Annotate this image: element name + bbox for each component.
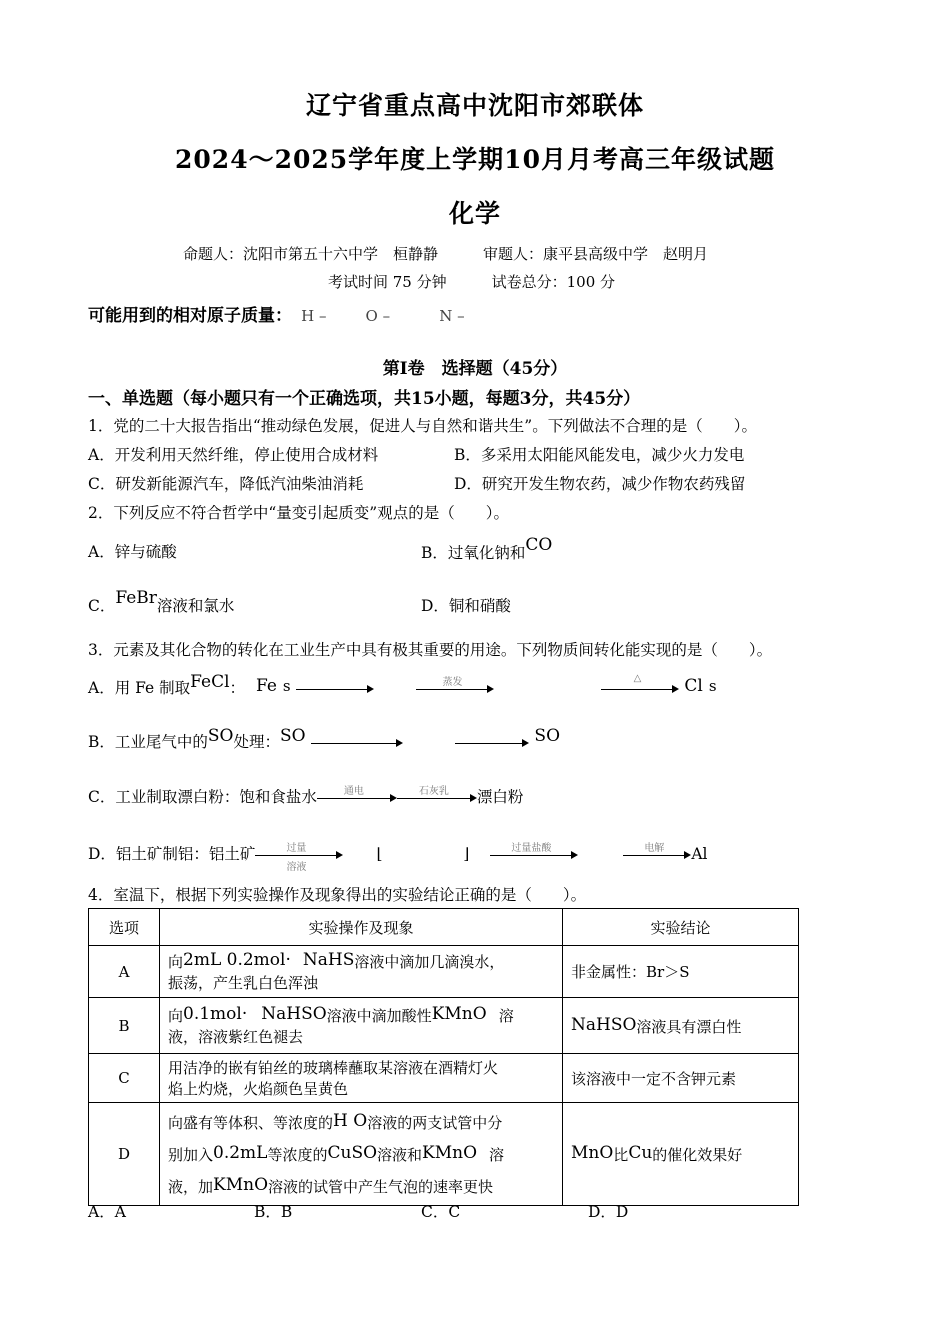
q1-option-d: D．研究开发生物农药，减少作物农药残留 [454,475,746,493]
row-b-text-1: 向 [168,1007,184,1025]
header-option: 选项 [89,909,160,946]
q4-answer-a: A．A [88,1203,126,1221]
q2-option-c-prefix: C． [88,597,116,615]
q3-c-end: 漂白粉 [476,788,524,806]
q3-d-cond-1b: 溶液 [286,862,307,873]
atomic-mass-label: 可能用到的相对原子质量： [88,306,292,326]
table-row [89,946,799,998]
row-b-formula-1: 0.1mol· [183,1004,248,1024]
table-row [89,1054,799,1103]
row-c-text-2: 焰上灼烧，火焰颜色呈黄色 [168,1080,349,1098]
row-c-conclusion: 该溶液中一定不含钾元素 [563,1054,799,1103]
q3-c-arrow-1 [317,786,397,807]
row-d-conclusion [563,1103,799,1206]
atomic-mass-line [88,301,465,326]
row-d-formula-4: KMnO [422,1143,478,1163]
q4-stem: 4．室温下，根据下列实验操作及现象得出的实验结论正确的是（ ）。 [88,886,587,904]
q1-option-b: B．多采用太阳能风能发电，减少火力发电 [454,446,745,464]
q3-a-end: Cl [684,676,703,696]
q2-option-b-text: B．过氧化钠和 [421,544,526,562]
q3-a-arrow-1 [296,680,374,698]
atomic-n: N – [439,307,465,325]
row-d-formula-3: CuSO [327,1143,378,1163]
row-a-text-3: 振荡，产生乳白色浑浊 [168,974,319,992]
row-b-concl-text: 溶液具有漂白性 [636,1017,742,1036]
row-d-text-5: 溶液和 [377,1146,423,1164]
q3-d-bracket-left: ⌊ [376,845,383,863]
q2-option-c [88,588,234,616]
q4-answer-b: B．B [254,1203,293,1221]
authors-line: 命题人：沈阳市第五十六中学 桓静静 审题人：康平县高级中学 赵明月 [183,245,709,263]
row-b-option: B [89,998,160,1054]
table-row [89,1103,799,1206]
row-d-text-3: 别加入 [168,1146,214,1164]
q4-answer-c: C．C [421,1203,461,1221]
q4-table [88,908,799,1206]
header-operation: 实验操作及现象 [160,909,563,946]
q3-a-formula: FeCl [190,672,230,692]
q2-option-d: D．铜和硝酸 [421,597,511,615]
title-line-2: 2024～2025学年度上学期10月月考高三年级试题 [175,145,775,174]
q3-option-c [88,785,523,807]
q3-d-arrow-1 [255,843,343,873]
row-d-formula-1: H O [333,1111,368,1131]
row-d-concl-text-2: 的催化效果好 [652,1146,743,1164]
row-d-concl-formula-1: MnO [571,1143,614,1163]
row-c-text-1: 用洁净的嵌有铂丝的玻璃棒蘸取某溶液在酒精灯火 [168,1059,499,1077]
row-c-operation [160,1054,563,1103]
q3-a-s1: s [282,677,291,695]
q3-option-d [88,842,708,873]
table-row [89,998,799,1054]
section-title: 第Ⅰ卷 选择题（45分） [382,359,568,379]
q3-d-cond-3: 电解 [644,843,665,854]
header-conclusion: 实验结论 [563,909,799,946]
q3-d-arrow-2 [490,843,578,864]
q3-b-start: SO [280,726,306,746]
row-d-concl-formula-2: Cu [628,1143,653,1163]
row-d-text-6: 溶 [489,1146,505,1164]
q2-stem: 2．下列反应不符合哲学中“量变引起质变”观点的是（ ）。 [88,504,509,522]
q3-c-cond-electrolysis: 通电 [343,786,364,797]
row-d-concl-text-1: 比 [613,1146,629,1164]
part1-title: 一、单选题（每小题只有一个正确选项，共15小题，每题3分，共45分） [88,389,641,409]
row-a-option: A [89,946,160,998]
time-score-line: 考试时间 75 分钟 试卷总分：100 分 [328,273,616,291]
row-d-text-2: 溶液的两支试管中分 [367,1114,503,1132]
table-header-row [89,909,799,946]
q3-d-cond-1a: 过量 [286,843,307,854]
q2-option-b [421,535,552,563]
row-b-text-4: 液，溶液紫红色褪去 [168,1028,304,1046]
atomic-h: H – [301,307,327,325]
row-d-text-8: 溶液的试管中产生气泡的速率更快 [268,1178,494,1196]
row-d-text-4: 等浓度的 [267,1146,328,1164]
q3-d-arrow-3 [623,843,691,864]
row-a-conclusion: 非金属性：Br＞S [563,946,799,998]
row-b-conclusion [563,998,799,1054]
q3-a-colon: ： [229,679,246,697]
q3-a-arrow-3 [601,673,679,698]
row-b-formula-3: KMnO [431,1004,487,1024]
row-a-text-1: 向 [168,953,184,971]
q1-stem: 1．党的二十大报告指出“推动绿色发展，促进人与自然和谐共生”。下列做法不合理的是（ ）。 [88,417,757,435]
row-b-concl-formula: NaHSO [571,1014,637,1035]
row-a-text-2: 溶液中滴加几滴溴水， [354,953,505,971]
q3-a-cond-heat: △ [633,673,642,684]
q3-b-arrow-1 [311,734,403,752]
q2-option-c-text: 溶液和氯水 [156,597,235,615]
q3-b-arrow-2 [455,734,529,752]
q3-a-text: A．用 Fe 制取 [88,679,191,697]
q2-option-a: A．锌与硫酸 [88,543,177,561]
row-d-option: D [89,1103,160,1206]
row-d-text-7: 液，加 [168,1178,214,1196]
q3-b-text2: 处理： [233,733,281,751]
q3-option-b [88,726,560,752]
row-b-text-2: 溶液中滴加酸性 [326,1007,432,1025]
q3-a-arrow-2 [416,677,494,698]
q3-d-cond-2: 过量盐酸 [511,843,552,854]
q3-b-end: SO [534,726,561,746]
q3-stem: 3．元素及其化合物的转化在工业生产中具有极其重要的用途。下列物质间转化能实现的是（ ）。 [88,641,773,659]
row-a-operation [160,946,563,998]
q3-a-cond-evaporate: 蒸发 [442,677,463,688]
title-line-1: 辽宁省重点高中沈阳市郊联体 [305,91,644,120]
row-c-option: C [89,1054,160,1103]
q3-b-text: B．工业尾气中的 [88,733,208,751]
q2-option-b-formula: CO [525,535,553,555]
row-d-formula-2: 0.2mL [213,1143,268,1163]
q3-d-end: Al [691,845,708,863]
subject-title: 化学 [448,199,501,228]
q2-option-c-formula: FeBr [115,588,157,608]
row-b-operation [160,998,563,1054]
q3-d-text: D．铝土矿制铝：铝土矿 [88,845,256,863]
q3-c-cond-lime: 石灰乳 [418,786,449,797]
row-b-text-3: 溶 [498,1007,514,1025]
q3-c-text: C．工业制取漂白粉：饱和食盐水 [88,788,317,806]
q3-a-start: Fe [255,676,277,696]
q3-c-arrow-2 [397,786,477,807]
q1-option-c: C．研发新能源汽车，降低汽油柴油消耗 [88,475,364,493]
q3-option-a [88,672,717,698]
row-d-operation [160,1103,563,1206]
q4-answer-d: D．D [588,1203,629,1221]
row-d-formula-5: KMnO [213,1175,269,1195]
q3-d-bracket-right: ⌋ [463,845,470,863]
row-a-formula-2: NaHS [302,950,355,970]
row-b-formula-2: NaHSO [261,1004,327,1024]
atomic-o: O – [365,307,391,325]
q1-option-a: A．开发利用天然纤维，停止使用合成材料 [88,446,379,464]
row-a-formula-1: 2mL 0.2mol· [183,950,291,970]
q3-a-s2: s [708,677,717,695]
row-d-text-1: 向盛有等体积、等浓度的 [168,1114,334,1132]
q3-b-formula: SO [207,726,234,746]
